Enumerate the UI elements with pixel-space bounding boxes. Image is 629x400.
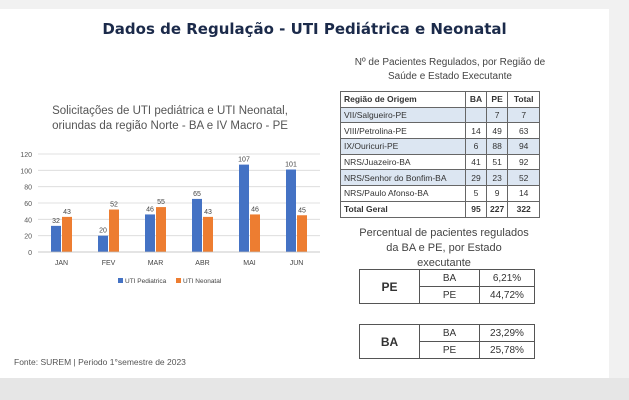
x-tick-label: JAN (54, 260, 69, 267)
value-cell: 6 (466, 139, 487, 155)
legend-label: UTI Pediatrica (125, 278, 167, 285)
value-cell: 9 (487, 186, 508, 202)
value-cell: 29 (466, 170, 487, 186)
col-header-pe: PE (487, 92, 508, 108)
legend-label: UTI Neonatal (183, 278, 222, 285)
pct-value: 23,29% (480, 325, 535, 342)
bar-pediatrica (286, 170, 296, 252)
region-cell: NRS/Paulo Afonso-BA (341, 186, 466, 202)
data-label: 46 (146, 206, 154, 214)
value-cell: 51 (487, 154, 508, 170)
pct-row-label: PE (420, 287, 480, 304)
value-cell (466, 107, 487, 123)
pct-value: 6,21% (480, 270, 535, 287)
col-header-total: Total (508, 92, 540, 108)
y-tick-label: 40 (24, 217, 32, 225)
total-value: 322 (508, 201, 540, 217)
y-tick-label: 120 (20, 152, 32, 159)
value-cell: 94 (508, 139, 540, 155)
total-label: Total Geral (341, 201, 466, 217)
bar-chart (10, 146, 330, 292)
regulation-table (340, 91, 540, 218)
y-tick-label: 20 (24, 233, 32, 241)
data-label: 107 (238, 156, 250, 164)
x-tick-label: FEV (101, 260, 116, 267)
table-row (341, 154, 540, 170)
data-label: 32 (52, 217, 60, 225)
bar-neonatal (62, 217, 72, 252)
background-strip (0, 378, 629, 400)
x-tick-label: MAI (243, 260, 256, 267)
data-label: 55 (157, 199, 165, 207)
table-header-row (341, 92, 540, 108)
bar-pediatrica (145, 214, 155, 252)
data-label: 43 (63, 208, 71, 216)
y-tick-label: 0 (28, 250, 32, 257)
pct-title: Percentual de pacientes regulados da BA e PE, por Estado executante (359, 227, 529, 269)
value-cell: 7 (508, 107, 540, 123)
chart-title: Solicitações de UTI pediátrica e UTI Neonatal, oriundas da região Norte - BA e IV Macro - PE (52, 105, 288, 132)
source-note: Fonte: SUREM | Periodo 1°semestre de 2023 (14, 357, 186, 367)
pct-row-label: BA (420, 270, 480, 287)
x-tick-label: JUN (289, 260, 304, 267)
table-title: Nº de Pacientes Regulados, por Região de Saúde e Estado Executante (354, 57, 546, 82)
bar-neonatal (156, 207, 166, 252)
value-cell: 52 (508, 170, 540, 186)
pct-table-pe (359, 269, 535, 304)
legend-swatch (176, 278, 181, 283)
region-cell: IX/Ouricuri-PE (341, 139, 466, 155)
value-cell: 14 (466, 123, 487, 139)
value-cell: 23 (487, 170, 508, 186)
data-label: 52 (110, 201, 118, 209)
bar-neonatal (250, 214, 260, 252)
bar-pediatrica (239, 165, 249, 252)
data-label: 101 (285, 161, 297, 169)
x-tick-label: ABR (195, 260, 210, 267)
bar-neonatal (297, 215, 307, 252)
pct-value: 25,78% (480, 342, 535, 359)
bar-pediatrica (192, 199, 202, 252)
pct-row-label: BA (420, 325, 480, 342)
value-cell: 92 (508, 154, 540, 170)
value-cell: 41 (466, 154, 487, 170)
pct-row-label: PE (420, 342, 480, 359)
pct-state-label: PE (360, 270, 420, 304)
bar-neonatal (109, 210, 119, 252)
total-value: 227 (487, 201, 508, 217)
bar-neonatal (203, 217, 213, 252)
data-label: 43 (204, 208, 212, 216)
x-tick-label: MAR (147, 260, 164, 267)
data-label: 20 (99, 227, 107, 235)
value-cell: 14 (508, 186, 540, 202)
col-header-region: Região de Origem (341, 92, 466, 108)
value-cell: 63 (508, 123, 540, 139)
total-value: 95 (466, 201, 487, 217)
region-cell: NRS/Senhor do Bonfim-BA (341, 170, 466, 186)
table-total-row (341, 201, 540, 217)
table-row (341, 123, 540, 139)
pct-state-label: BA (360, 325, 420, 359)
legend-swatch (118, 278, 123, 283)
data-label: 46 (251, 206, 259, 214)
value-cell: 5 (466, 186, 487, 202)
table-row (341, 107, 540, 123)
table-row (341, 139, 540, 155)
data-label: 45 (298, 207, 306, 215)
y-tick-label: 60 (24, 201, 32, 208)
pct-value: 44,72% (480, 287, 535, 304)
table-row (341, 170, 540, 186)
bar-pediatrica (98, 236, 108, 252)
page-title: Dados de Regulação - UTI Pediátrica e Neonatal (102, 20, 507, 38)
region-cell: VIII/Petrolina-PE (341, 123, 466, 139)
bar-pediatrica (51, 226, 61, 252)
y-tick-label: 100 (20, 168, 32, 176)
pct-table-ba (359, 324, 535, 359)
data-label: 65 (193, 190, 201, 198)
value-cell: 88 (487, 139, 508, 155)
region-cell: NRS/Juazeiro-BA (341, 154, 466, 170)
region-cell: VII/Salgueiro-PE (341, 107, 466, 123)
value-cell: 49 (487, 123, 508, 139)
table-row (341, 186, 540, 202)
y-tick-label: 80 (24, 184, 32, 192)
value-cell: 7 (487, 107, 508, 123)
col-header-ba: BA (466, 92, 487, 108)
